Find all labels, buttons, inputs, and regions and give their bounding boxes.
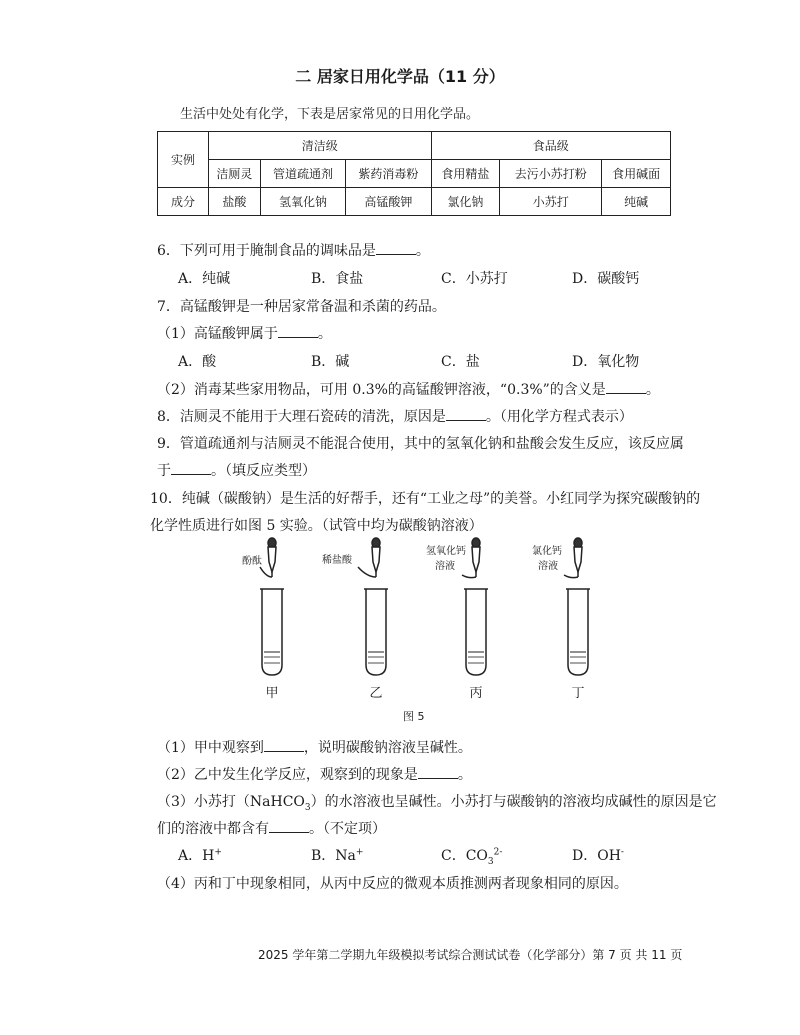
figure-5-test-tubes [230, 537, 630, 712]
q10-sub4: （4）丙和丁中现象相同，从丙中反应的微观本质推测两者现象相同的原因。 [157, 876, 628, 892]
answer-blank [269, 820, 309, 833]
q6-option-b: B．食盐 [311, 271, 364, 287]
q10-option-a [178, 845, 222, 865]
q9-line2-end: 。（填反应类型） [211, 463, 316, 479]
q10-sub1-text: （1）甲中观察到 [157, 740, 264, 756]
tube-label-jia: 甲 [265, 686, 279, 701]
q7-sub1-end: 。 [317, 326, 332, 342]
question-10-line1: 10．纯碱（碳酸钠）是生活的好帮手，还有“工业之母”的美誉。小红同学为探究碳酸钠的 [150, 491, 701, 507]
q7-sub1 [157, 323, 332, 343]
answer-blank [606, 381, 646, 394]
q7-option-d: D．氧化物 [572, 354, 640, 370]
group-cleaning: 清洁级 [209, 132, 432, 160]
superscript: 2- [493, 847, 503, 858]
q10-option-d [572, 845, 624, 865]
test-tube-yi [358, 538, 388, 675]
q6-option-a: A．纯碱 [178, 271, 231, 287]
test-tube-ding [564, 538, 590, 675]
q7-option-a: A．酸 [178, 354, 217, 370]
example-cell: 食用碱面 [602, 160, 671, 188]
reagent-label-caoh2: 氢氧化钙 [426, 546, 466, 557]
q6-option-c: C．小苏打 [441, 271, 508, 287]
q10-sub1-end: ，说明碳酸钠溶液呈碱性。 [303, 740, 472, 756]
row-header-example: 实例 [158, 132, 209, 188]
test-tube-jia [260, 538, 284, 675]
q10-sub3-line1 [157, 791, 717, 813]
answer-blank [278, 325, 318, 338]
subscript: 3 [487, 856, 494, 867]
question-7: 7．高锰酸钾是一种居家常备温和杀菌的药品。 [157, 299, 446, 315]
q10-sub3-text: （3）小苏打（NaHCO [157, 794, 305, 810]
q10-sub3-line2 [157, 818, 386, 838]
component-cell: 纯碱 [602, 188, 671, 216]
superscript: + [214, 847, 222, 858]
group-food: 食品级 [431, 132, 670, 160]
intro-text: 生活中处处有化学，下表是居家常见的日用化学品。 [180, 107, 480, 122]
tube-label-bing: 丙 [469, 686, 483, 701]
example-cell: 食用精盐 [431, 160, 500, 188]
q10-option-c [441, 845, 502, 867]
example-cell: 管道疏通剂 [260, 160, 345, 188]
question-10-line2: 化学性质进行如图 5 实验。（试管中均为碳酸钠溶液） [150, 518, 483, 534]
q7-sub2-text: （2）消毒某些家用物品，可用 0.3%的高锰酸钾溶液，“0.3%”的含义是 [157, 382, 606, 398]
option-text: D．OH [572, 848, 621, 864]
question-8 [157, 406, 633, 426]
subscript: 3 [304, 802, 311, 813]
reagent-label-hcl: 稀盐酸 [322, 555, 352, 566]
q10-sub2-text: （2）乙中发生化学反应，观察到的现象是 [157, 767, 418, 783]
q9-line2-text: 于 [157, 463, 171, 479]
q10-sub3-text-end: ）的水溶液也呈碱性。小苏打与碳酸钠的溶液均成碱性的原因是它 [310, 794, 717, 810]
reagent-label-cacl2: 氯化钙 [532, 546, 562, 557]
q6-stem: 6．下列可用于腌制食品的调味品是 [157, 243, 376, 259]
q7-sub2 [157, 379, 660, 399]
q10-option-b [311, 845, 363, 865]
figure-caption: 图 5 [403, 710, 425, 723]
q10-sub2 [157, 764, 472, 784]
example-cell: 紫药消毒粉 [346, 160, 431, 188]
component-cell: 高锰酸钾 [346, 188, 431, 216]
answer-blank [376, 242, 416, 255]
q8-end: 。（用化学方程式表示） [485, 409, 633, 425]
q10-sub3-line2-end: 。（不定项） [309, 821, 386, 837]
component-cell: 氢氧化钠 [260, 188, 345, 216]
superscript: + [355, 847, 364, 858]
component-cell: 氯化钠 [431, 188, 500, 216]
option-text: A．H [178, 848, 215, 864]
q7-sub2-end: 。 [645, 382, 660, 398]
answer-blank [171, 462, 211, 475]
reagent-label-caoh2-solution: 溶液 [435, 561, 455, 572]
page-footer: 2025 学年第二学期九年级模拟考试综合测试试卷（化学部分）第 7 页 共 11 页 [258, 948, 683, 962]
q6-end: 。 [415, 243, 430, 259]
component-cell: 盐酸 [209, 188, 261, 216]
reagent-label-cacl2-solution: 溶液 [538, 561, 558, 572]
question-6 [157, 240, 430, 260]
tube-label-yi: 乙 [369, 686, 383, 701]
option-text: C．CO [441, 848, 488, 864]
section-title: 二 居家日用化学品（11 分） [295, 67, 505, 86]
answer-blank [418, 766, 458, 779]
answer-blank [264, 739, 304, 752]
example-cell: 洁厕灵 [209, 160, 261, 188]
tube-label-ding: 丁 [571, 686, 585, 701]
superscript: - [620, 847, 624, 858]
reagent-label-phenolphthalein: 酚酞 [242, 556, 262, 567]
question-9-line2 [157, 460, 316, 480]
option-text: B．Na [311, 848, 356, 864]
q10-sub3-line2-text: 们的溶液中都含有 [157, 821, 269, 837]
row-header-component: 成分 [158, 188, 209, 216]
example-cell: 去污小苏打粉 [500, 160, 602, 188]
component-cell: 小苏打 [500, 188, 602, 216]
question-9-line1: 9．管道疏通剂与洁厕灵不能混合使用，其中的氢氧化钠和盐酸会发生反应，该反应属 [157, 436, 684, 452]
chemicals-table [157, 131, 671, 216]
test-tube-bing [462, 538, 488, 675]
q7-option-b: B．碱 [311, 354, 350, 370]
q10-sub2-end: 。 [457, 767, 472, 783]
q7-option-c: C．盐 [441, 354, 480, 370]
q6-option-d: D．碳酸钙 [572, 271, 640, 287]
q10-sub1 [157, 737, 472, 757]
answer-blank [446, 408, 486, 421]
q8-stem: 8．洁厕灵不能用于大理石瓷砖的清洗，原因是 [157, 409, 446, 425]
q7-sub1-text: （1）高锰酸钾属于 [157, 326, 278, 342]
